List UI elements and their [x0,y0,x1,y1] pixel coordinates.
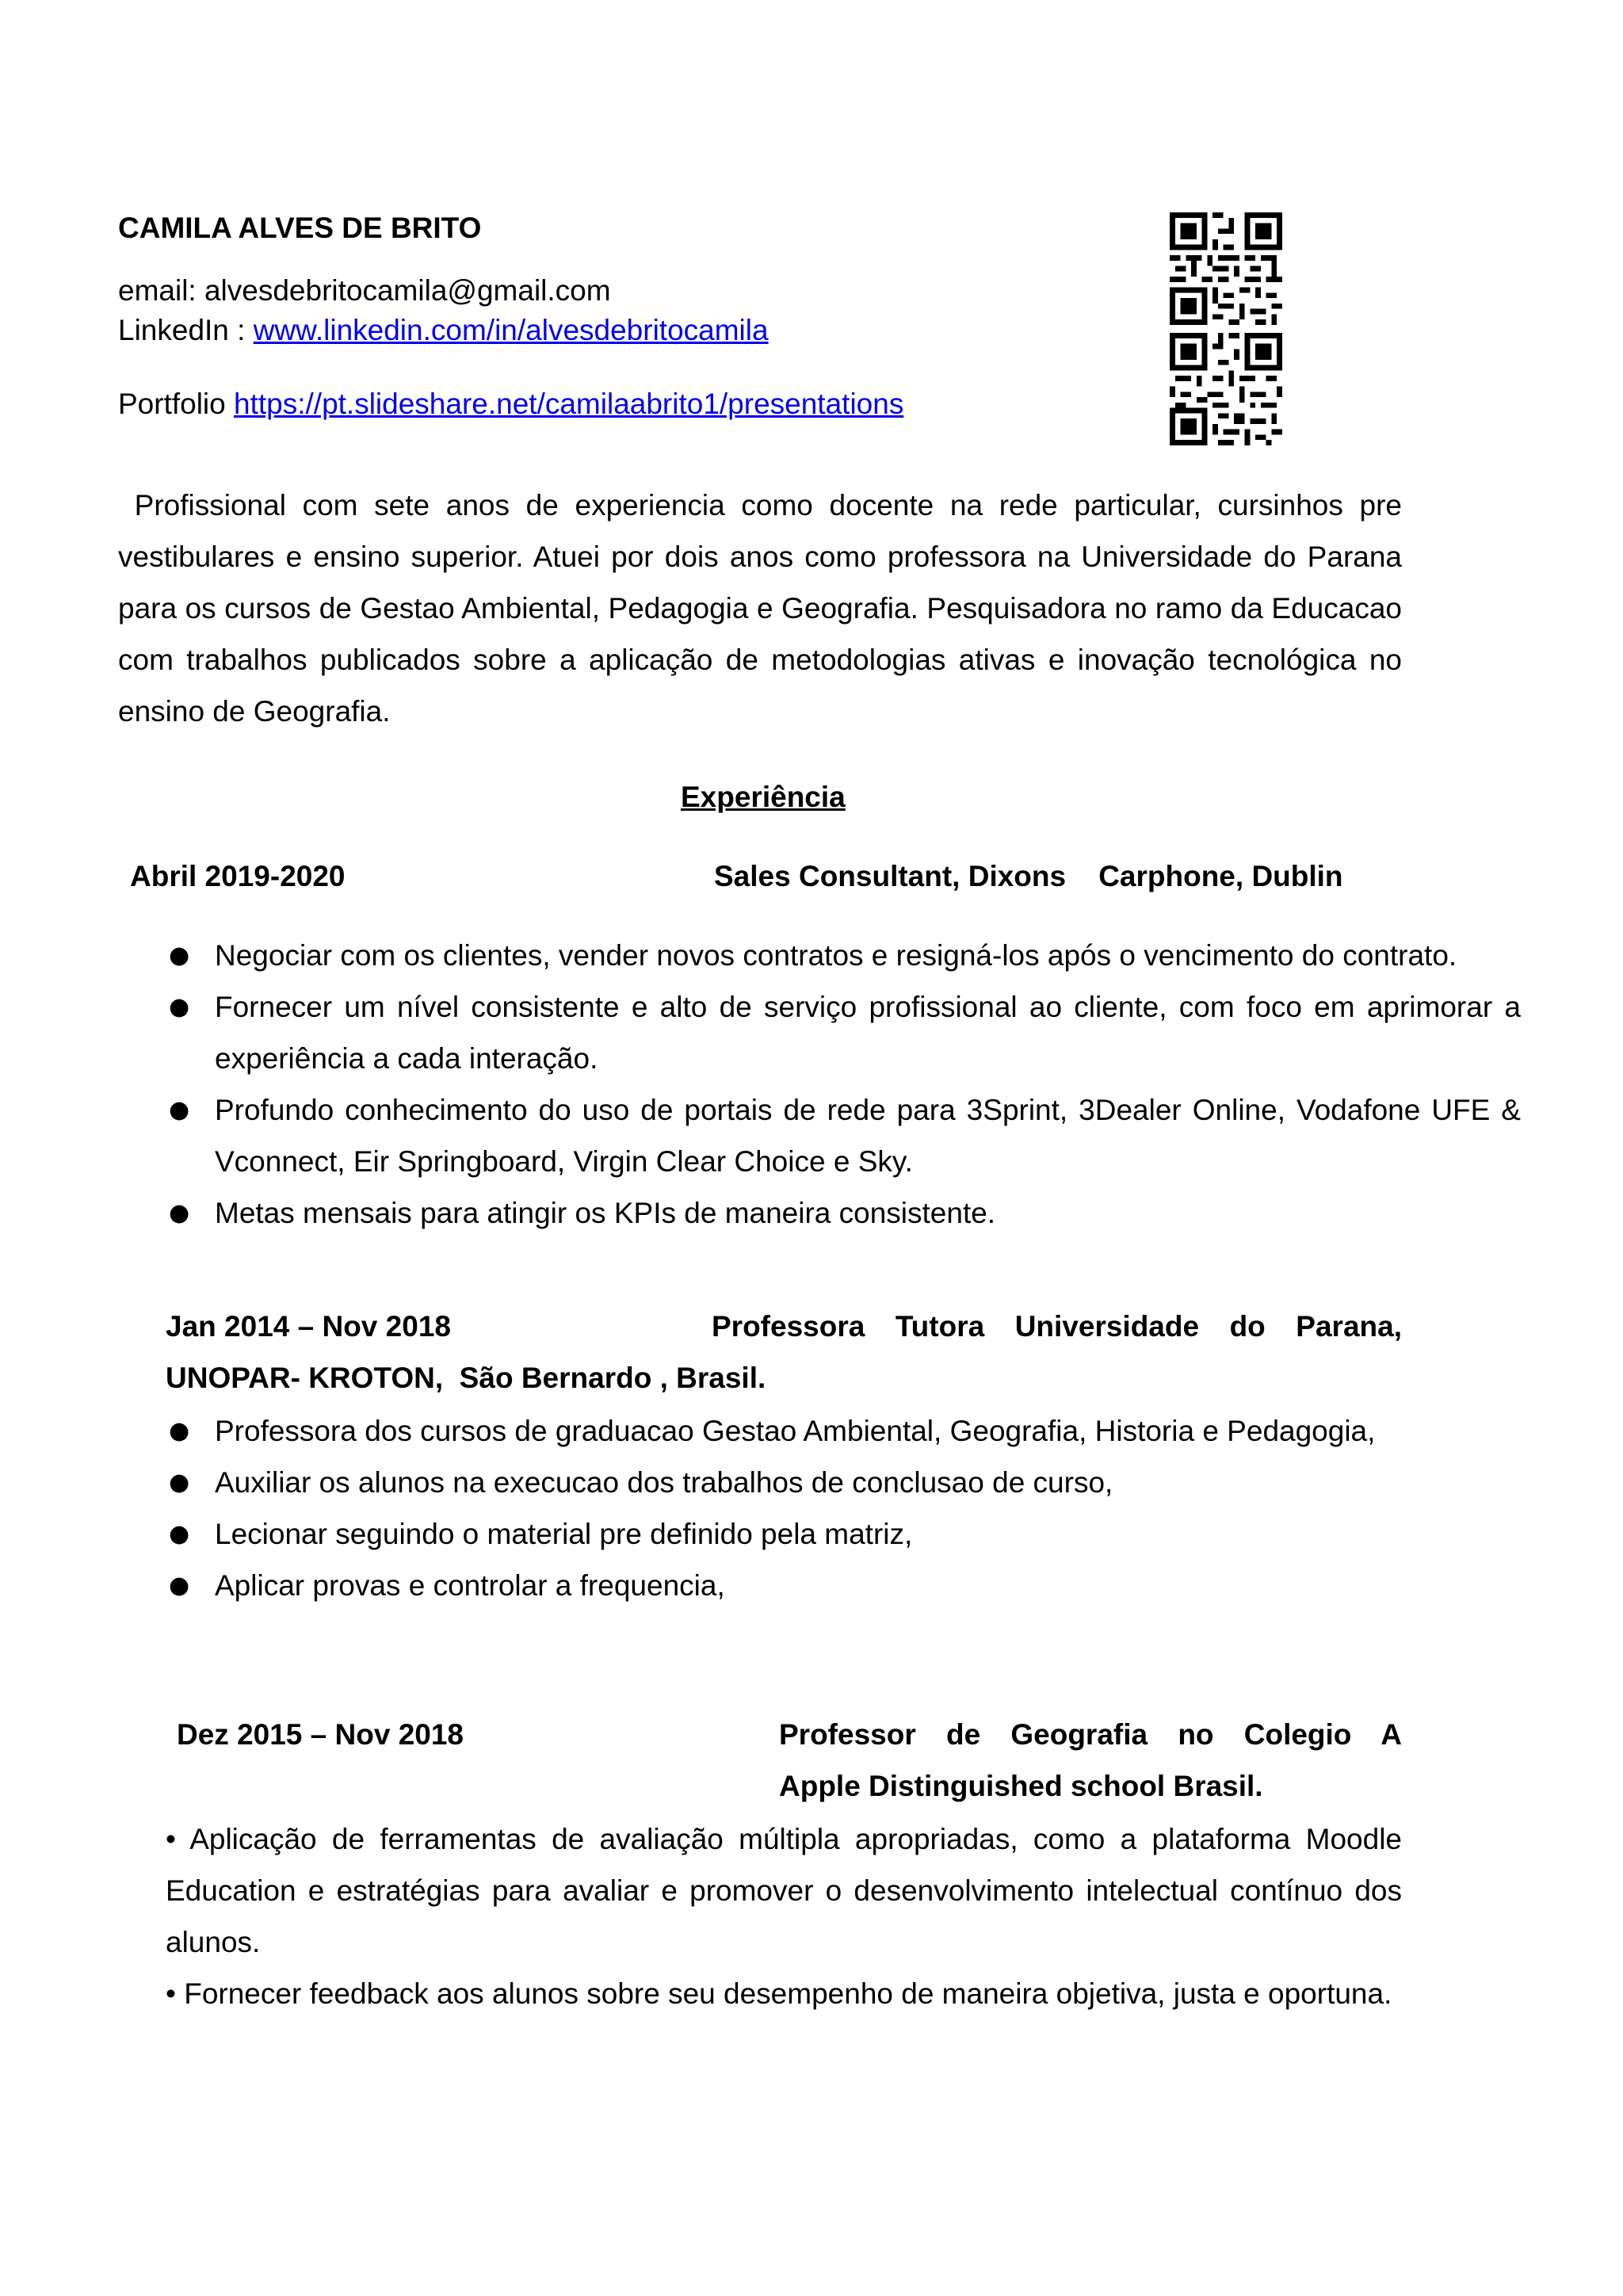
bullet-dot-icon: ● [169,993,190,1021]
job-1-title: Sales Consultant, Dixons Carphone, Dublin [714,860,1343,892]
job-2-bullet-list [118,1405,1402,1611]
job-1-bullet-text: Metas mensais para atingir os KPIs de maneira consistente. [215,1197,996,1229]
job-3-title-line1: Professor de Geografia no Colegio A [779,1718,1402,1751]
job-3-paragraph-2: • Fornecer feedback aos alunos sobre seu desempenho de maneira objetiva, justa e oportuna. [166,1977,1392,2010]
portfolio-label: Portfolio [118,388,235,420]
section-heading-experience: Experiência [681,781,846,813]
email-line: email: alvesdebritocamila@gmail.com [118,274,611,307]
linkedin-link[interactable]: www.linkedin.com/in/alvesdebritocamila [253,314,769,346]
portfolio-link[interactable]: https://pt.slideshare.net/camilaabrito1/presentations [234,388,904,420]
job-3-paragraph-1: • Aplicação de ferramentas de avaliação múltipla apropriadas, como a plataforma Moodle Education e estratégias para avaliar e promover o desenvolvimento intelectual contínuo dos alunos. [166,1823,1402,1958]
bullet-dot-icon: ● [169,1469,190,1496]
qr-code-icon [1170,333,1282,445]
bullet-dot-icon: ● [169,1520,190,1548]
linkedin-label: LinkedIn : [118,314,254,346]
summary-paragraph: Profissional com sete anos de experiencia como docente na rede particular, cursinhos pre vestibulares e ensino superior. Atuei por dois anos como professora na Universidade do Parana para os cursos de Gestao Ambiental, Pedagogia e Geografia. Pesquisadora no ramo da Educacao com trabalhos publicados sobre a aplicação de metodologias ativas e inovação tecnológica no ensino de Geografia. [118,489,1411,728]
job-1-bullet-text: Fornecer um nível consistente e alto de serviço profissional ao cliente, com foco em aprimorar a experiência a cada interação. [215,991,1521,1075]
job-3-dates: Dez 2015 – Nov 2018 [177,1718,464,1751]
bullet-dot-icon: ● [169,1572,190,1599]
job-2-bullet-text: Auxiliar os alunos na execucao dos trabalhos de conclusao de curso, [215,1466,1113,1499]
list-item [118,1084,1521,1187]
list-item [118,1457,1402,1508]
list-item [118,1405,1402,1457]
job-2-dates: Jan 2014 – Nov 2018 [166,1310,451,1343]
job-2-title-line2: UNOPAR- KROTON, São Bernardo , Brasil. [166,1362,766,1394]
bullet-dot-icon: ● [169,942,190,969]
list-item [118,981,1521,1084]
list-item [118,1508,1402,1560]
candidate-name: CAMILA ALVES DE BRITO [118,212,482,244]
job-3-title-line2: Apple Distinguished school Brasil. [779,1770,1263,1802]
list-item [118,930,1521,981]
job-1-bullet-text: Negociar com os clientes, vender novos contratos e resigná-los após o vencimento do contrato. [215,939,1457,972]
job-1-bullet-list [118,930,1521,1239]
bullet-dot-icon: ● [169,1417,190,1445]
bullet-dot-icon: ● [169,1199,190,1227]
job-2-bullet-text: Lecionar seguindo o material pre definido pela matriz, [215,1518,913,1550]
linkedin-line [118,311,769,350]
job-1-bullet-text: Profundo conhecimento do uso de portais de rede para 3Sprint, 3Dealer Online, Vodafone UFE & Vconnect, Eir Springboard, Virgin Clear Choice e Sky. [215,1094,1521,1178]
bullet-dot-icon: ● [169,1096,190,1124]
portfolio-line [118,378,903,430]
list-item [118,1560,1402,1611]
job-2-bullet-text: Aplicar provas e controlar a frequencia, [215,1569,725,1602]
job-2-title-line1: Professora Tutora Universidade do Parana, [712,1310,1402,1343]
job-1-dates: Abril 2019-2020 [130,860,346,892]
list-item [118,1187,1521,1239]
job-2-bullet-text: Professora dos cursos de graduacao Gestao Ambiental, Geografia, Historia e Pedagogia, [215,1415,1376,1447]
qr-code-icon [1170,212,1282,325]
